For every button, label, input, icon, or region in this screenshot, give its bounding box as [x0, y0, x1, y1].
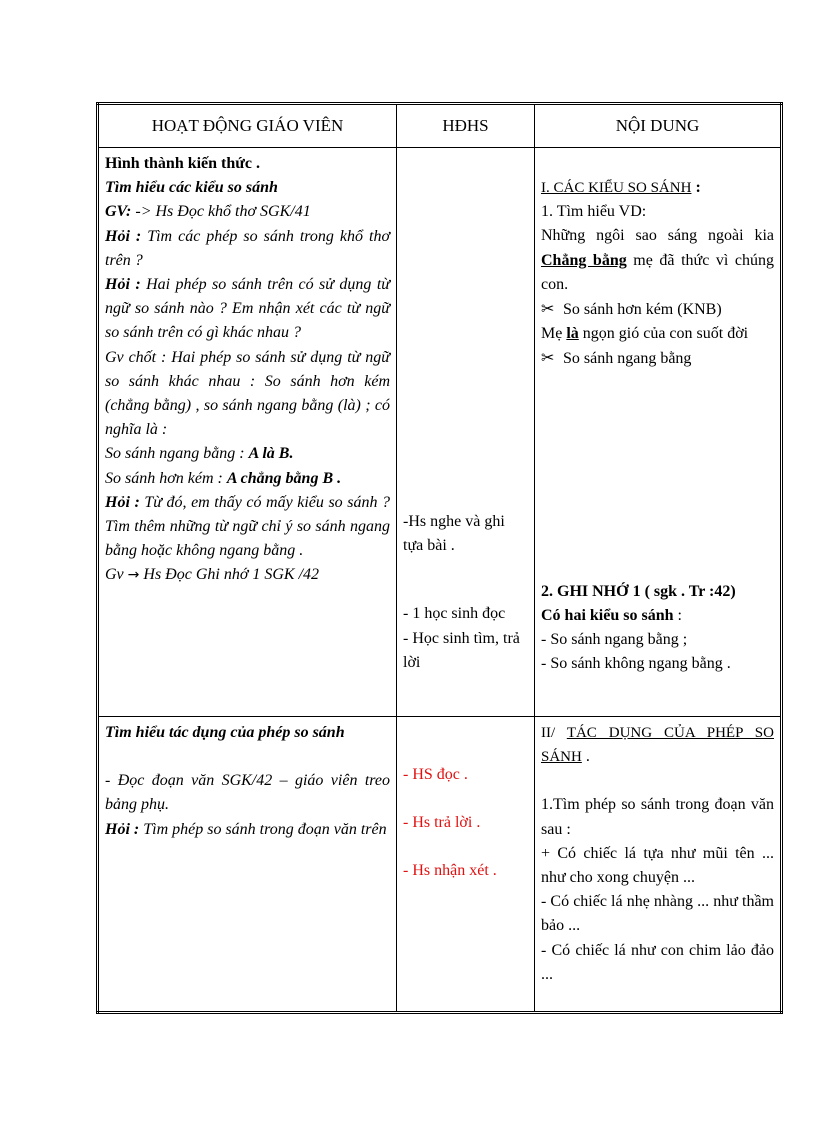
- example-leaf-3: - Có chiếc lá như con chim lảo đảo ...: [541, 941, 774, 983]
- question-2: Hỏi : Hai phép so sánh trên có sử dụng từ ngữ so sánh nào ? Em nhận xét các từ ngữ so sánh trên có gì khác nhau ?: [105, 276, 390, 342]
- scissors-icon: ✂: [541, 348, 555, 368]
- student-activity-5: - Hs trả lời .: [403, 814, 481, 832]
- gv-instruction: GV: -> Hs Đọc khổ thơ SGK/41: [105, 203, 311, 221]
- question-3: Hỏi : Từ đó, em thấy có mấy kiểu so sánh ? Tìm thêm những từ ngữ chỉ ý so sánh ngang bằng hoặc không ngang bằng .: [105, 493, 391, 560]
- header-content: NỘI DUNG: [535, 104, 782, 148]
- note-2: ✂ So sánh ngang bằng: [541, 346, 774, 371]
- student-activity-1: -Hs nghe và ghi tựa bài .: [403, 513, 505, 555]
- example-leaf-1: + Có chiếc lá tựa như mũi tên ... như cho xong chuyện ...: [541, 844, 774, 887]
- equal-comparison: So sánh ngang bằng : A là B.: [105, 445, 294, 463]
- section-2-title: Tìm hiểu tác dụng của phép so sánh: [105, 724, 345, 741]
- content-cell-1: [535, 148, 782, 717]
- example-2: Mẹ là ngọn gió của con suốt đời: [541, 325, 749, 343]
- student-cell-1: [397, 148, 535, 717]
- student-activity-6: - Hs nhận xét .: [403, 862, 497, 880]
- unequal-comparison: So sánh hơn kém : A chẳng bằng B .: [105, 469, 342, 487]
- example-1: Những ngôi sao sáng ngoài kia Chẳng bằng mẹ đã thức vì chúng con.: [541, 227, 774, 293]
- teacher-cell-2: [98, 717, 397, 1013]
- arrow-right-icon: →: [127, 567, 140, 584]
- note-1: ✂ So sánh hơn kém (KNB): [541, 297, 774, 322]
- scissors-icon: ✂: [541, 299, 555, 319]
- header-teacher: HOẠT ĐỘNG GIÁO VIÊN: [98, 104, 397, 148]
- header-student: HĐHS: [397, 104, 535, 148]
- type-2: - So sánh không ngang bằng .: [541, 655, 731, 673]
- content-item-2: 1.Tìm phép so sánh trong đoạn văn sau :: [541, 796, 774, 838]
- content-cell-2: [535, 717, 782, 1013]
- memo-heading: 2. GHI NHỚ 1 ( sgk . Tr :42): [541, 582, 736, 600]
- question-1: Hỏi : Tìm các phép so sánh trong khổ thơ trên ?: [105, 227, 390, 269]
- table-header-row: [98, 104, 782, 148]
- section-title: Hình thành kiến thức .: [105, 155, 260, 172]
- content-heading-2: II/ TÁC DỤNG CỦA PHÉP SO SÁNH .: [541, 725, 774, 766]
- types-title: Có hai kiểu so sánh :: [541, 606, 682, 624]
- content-heading-1: I. CÁC KIỂU SO SÁNH :: [541, 179, 701, 196]
- student-activity-2: - 1 học sinh đọc: [403, 605, 506, 623]
- read-paragraph-instruction: - Đọc đoạn văn SGK/42 – giáo viên treo bảng phụ.: [105, 772, 390, 814]
- section-subtitle: Tìm hiểu các kiểu so sánh: [105, 179, 278, 197]
- lesson-table: [96, 102, 783, 1014]
- student-activity-4: - HS đọc .: [403, 766, 468, 783]
- read-memo-instruction: Gv → Hs Đọc Ghi nhớ 1 SGK /42: [105, 566, 320, 584]
- teacher-cell-1: [98, 148, 397, 717]
- example-leaf-2: - Có chiếc lá nhẹ nhàng ... như thầm bảo ...: [541, 893, 774, 935]
- student-cell-2: [397, 717, 535, 1013]
- table-row: [98, 717, 782, 1013]
- content-item-1: 1. Tìm hiểu VD:: [541, 203, 647, 221]
- table-row: [98, 148, 782, 717]
- student-activity-3: - Học sinh tìm, trả lời: [403, 629, 520, 671]
- type-1: - So sánh ngang bằng ;: [541, 631, 688, 649]
- question-4: Hỏi : Tìm phép so sánh trong đoạn văn trên: [105, 820, 387, 838]
- teacher-summary: Gv chốt : Hai phép so sánh sử dụng từ ngữ so sánh khác nhau : So sánh hơn kém (chẳng bằng) , so sánh ngang bằng (là) ; có nghĩa là :: [105, 348, 390, 439]
